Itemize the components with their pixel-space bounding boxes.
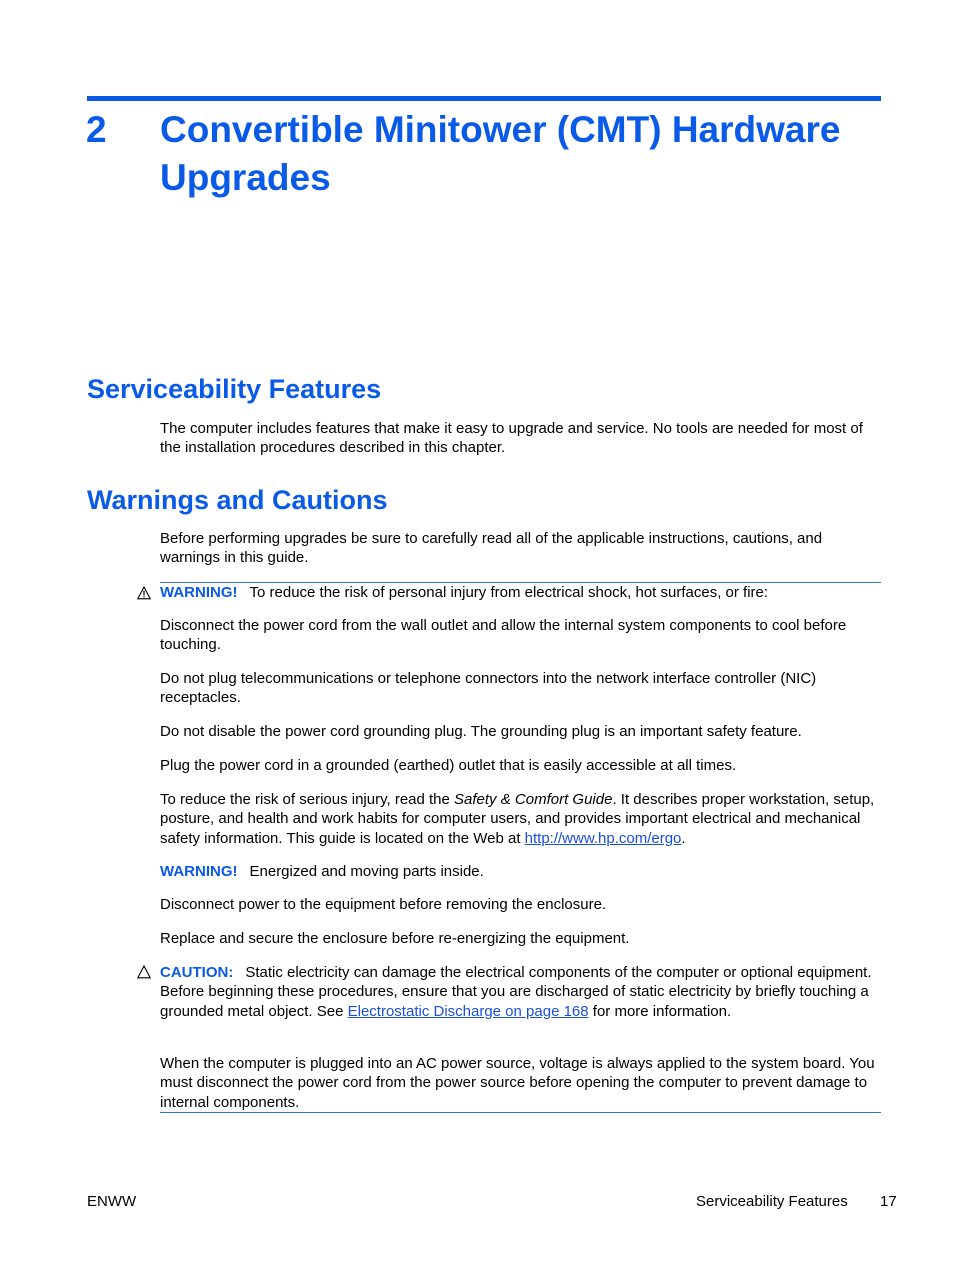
warning-1-para-5-post: . [681,829,686,847]
warning-1-para-3: Do not disable the power cord grounding plug. The grounding plug is an important safety feature. [160,723,802,740]
footer-section: Serviceability Features [696,1193,848,1210]
caution-label: CAUTION: [160,964,234,981]
warning-2-label: WARNING! [160,863,238,880]
warning-1-para-2: Do not plug telecommunications or telephone connectors into the network interface controller (NIC) receptacles. [160,670,817,707]
warning-1-text: To reduce the risk of personal injury from electrical shock, hot surfaces, or fire: [249,584,769,601]
caution-text-post: for more information. [588,1002,732,1020]
page-number: 17 [880,1193,897,1210]
warning-1-para-5 [160,790,882,848]
caution-text-pre: Static electricity can damage the electrical components of the computer or optional equipment. Before beginning these procedures, ensure that you are discharged of static electricity by briefly touching a grounded metal object. See [160,964,872,1020]
serviceability-heading: Serviceability Features [87,374,382,404]
electrostatic-discharge-link[interactable]: Electrostatic Discharge on page 168 [347,1002,589,1020]
footer-left: ENWW [87,1193,137,1210]
warning-2-para-2: Replace and secure the enclosure before re-energizing the equipment. [160,930,630,947]
chapter-rule [87,96,881,101]
warnings-heading: Warnings and Cautions [87,485,388,515]
notice-bottom-rule [160,1112,881,1113]
warning-1-label: WARNING! [160,584,238,601]
warning-2-para-1: Disconnect power to the equipment before removing the enclosure. [160,896,607,913]
caution-para-1: When the computer is plugged into an AC power source, voltage is always applied to the system board. You must disconnect the power cord from the power source before opening the computer to prevent damage to internal components. [160,1055,875,1111]
warning-1-para-5-mid: . It describes proper workstation, setup, posture, and health and work habits for computer users, and provides important electrical and mechanical safety information. This guide is located on the Web at [160,791,875,847]
caution [160,963,882,1021]
warning-1-para-4: Plug the power cord in a grounded (earthed) outlet that is easily accessible at all times. [160,757,737,774]
caution-triangle-icon [137,965,151,979]
warning-1-para-5-pre: To reduce the risk of serious injury, read the [160,791,455,808]
warning-1-para-1: Disconnect the power cord from the wall outlet and allow the internal system components to cool before touching. [160,617,847,654]
warnings-intro: Before performing upgrades be sure to carefully read all of the applicable instructions, cautions, and warnings in this guide. [160,530,823,567]
warning-1 [160,583,882,602]
chapter-title: Convertible Minitower (CMT) Hardware Upgrades [160,109,841,198]
warning-triangle-icon [137,586,151,600]
chapter-number: 2 [86,109,107,150]
serviceability-body: The computer includes features that make it easy to upgrade and service. No tools are needed for most of the installation procedures described in this chapter. [160,420,863,457]
safety-guide-title: Safety & Comfort Guide [454,791,613,808]
ergo-link[interactable]: http://www.hp.com/ergo [524,829,682,847]
warning-2 [160,862,882,881]
warning-2-text: Energized and moving parts inside. [249,863,484,880]
